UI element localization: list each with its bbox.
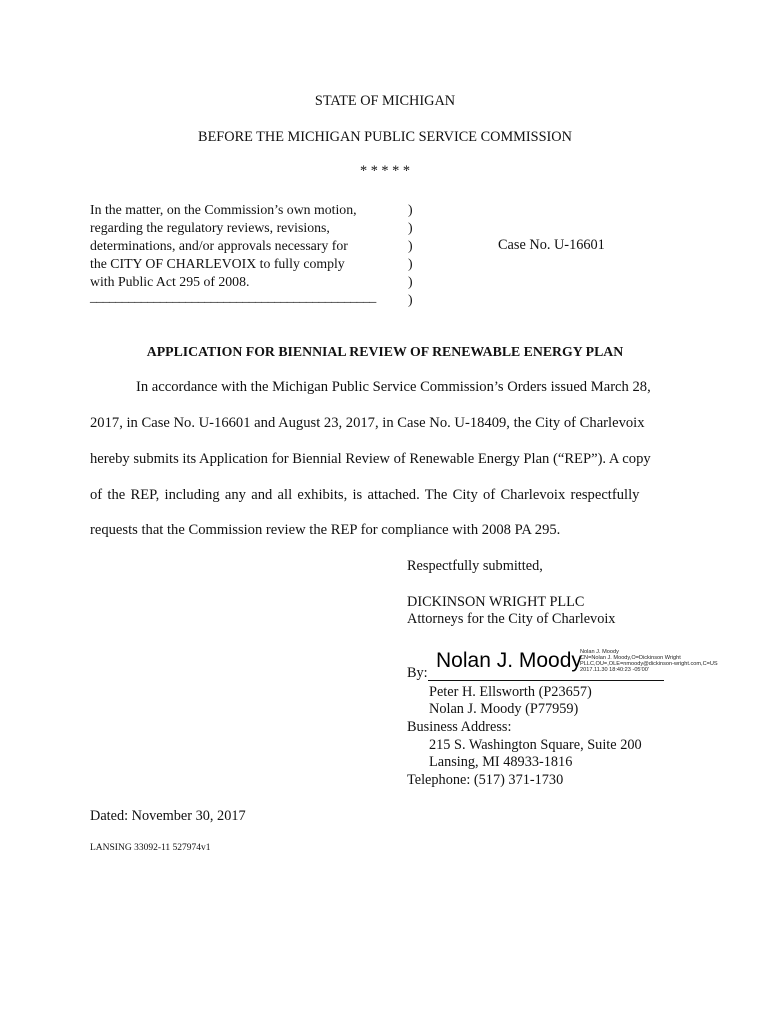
document-id: LANSING 33092-11 527974v1 xyxy=(90,843,211,853)
telephone: Telephone: (517) 371-1730 xyxy=(407,772,564,788)
caption-paren: ) xyxy=(408,202,413,217)
document-title: APPLICATION FOR BIENNIAL REVIEW OF RENEWABLE ENERGY PLAN xyxy=(146,344,624,359)
address-line: Lansing, MI 48933-1816 xyxy=(429,754,573,770)
address-line: 215 S. Washington Square, Suite 200 xyxy=(429,737,642,753)
caption-paren: ) xyxy=(408,238,413,253)
attorneys-for: Attorneys for the City of Charlevoix xyxy=(407,611,616,627)
dated-line: Dated: November 30, 2017 xyxy=(90,808,246,824)
signature-line xyxy=(428,680,664,681)
caption-line: regarding the regulatory reviews, revisions, xyxy=(90,220,330,235)
caption-line: determinations, and/or approvals necessary for xyxy=(90,238,348,253)
digital-sig-line: CN=Nolan J. Moody,O=Dickinson Wright xyxy=(580,655,681,661)
separator-stars: * * * * * xyxy=(359,163,411,179)
attorney-line: Nolan J. Moody (P77959) xyxy=(429,701,579,717)
signed-name: Nolan J. Moody xyxy=(436,649,582,672)
digital-sig-line: 2017.11.30 18:40:23 -05'00' xyxy=(580,667,649,673)
caption-paren: ) xyxy=(408,292,413,307)
caption-paren: ) xyxy=(408,274,413,289)
body-line: In accordance with the Michigan Public Service Commission’s Orders issued March 28, xyxy=(136,379,651,395)
state-heading: STATE OF MICHIGAN xyxy=(314,93,456,109)
business-address-label: Business Address: xyxy=(407,719,512,735)
digital-sig-line: PLLC,OU=,OLE=nmoody@dickinson-wright.com,C=US xyxy=(580,661,718,667)
by-label: By: xyxy=(407,665,428,681)
commission-heading: BEFORE THE MICHIGAN PUBLIC SERVICE COMMISSION xyxy=(198,129,572,145)
caption-underline: _____________________________________________ xyxy=(90,289,376,304)
caption-paren: ) xyxy=(408,220,413,235)
caption-line: In the matter, on the Commission’s own motion, xyxy=(90,202,357,217)
digital-sig-line: Nolan J. Moody xyxy=(580,649,619,655)
attorney-line: Peter H. Ellsworth (P23657) xyxy=(429,684,592,700)
caption-paren: ) xyxy=(408,256,413,271)
case-number: Case No. U-16601 xyxy=(498,237,605,253)
body-line: 2017, in Case No. U-16601 and August 23, 2017, in Case No. U-18409, the City of Charlevoix xyxy=(90,415,645,431)
caption-line: with Public Act 295 of 2008. xyxy=(90,274,250,289)
caption-line: the CITY OF CHARLEVOIX to fully comply xyxy=(90,256,345,271)
body-line: hereby submits its Application for Biennial Review of Renewable Energy Plan (“REP”). A copy xyxy=(90,451,651,467)
closing: Respectfully submitted, xyxy=(407,558,543,574)
firm-name: DICKINSON WRIGHT PLLC xyxy=(407,594,585,610)
body-line: requests that the Commission review the REP for compliance with 2008 PA 295. xyxy=(90,522,561,538)
body-line: of the REP, including any and all exhibits, is attached. The City of Charlevoix respectfully xyxy=(90,487,640,503)
